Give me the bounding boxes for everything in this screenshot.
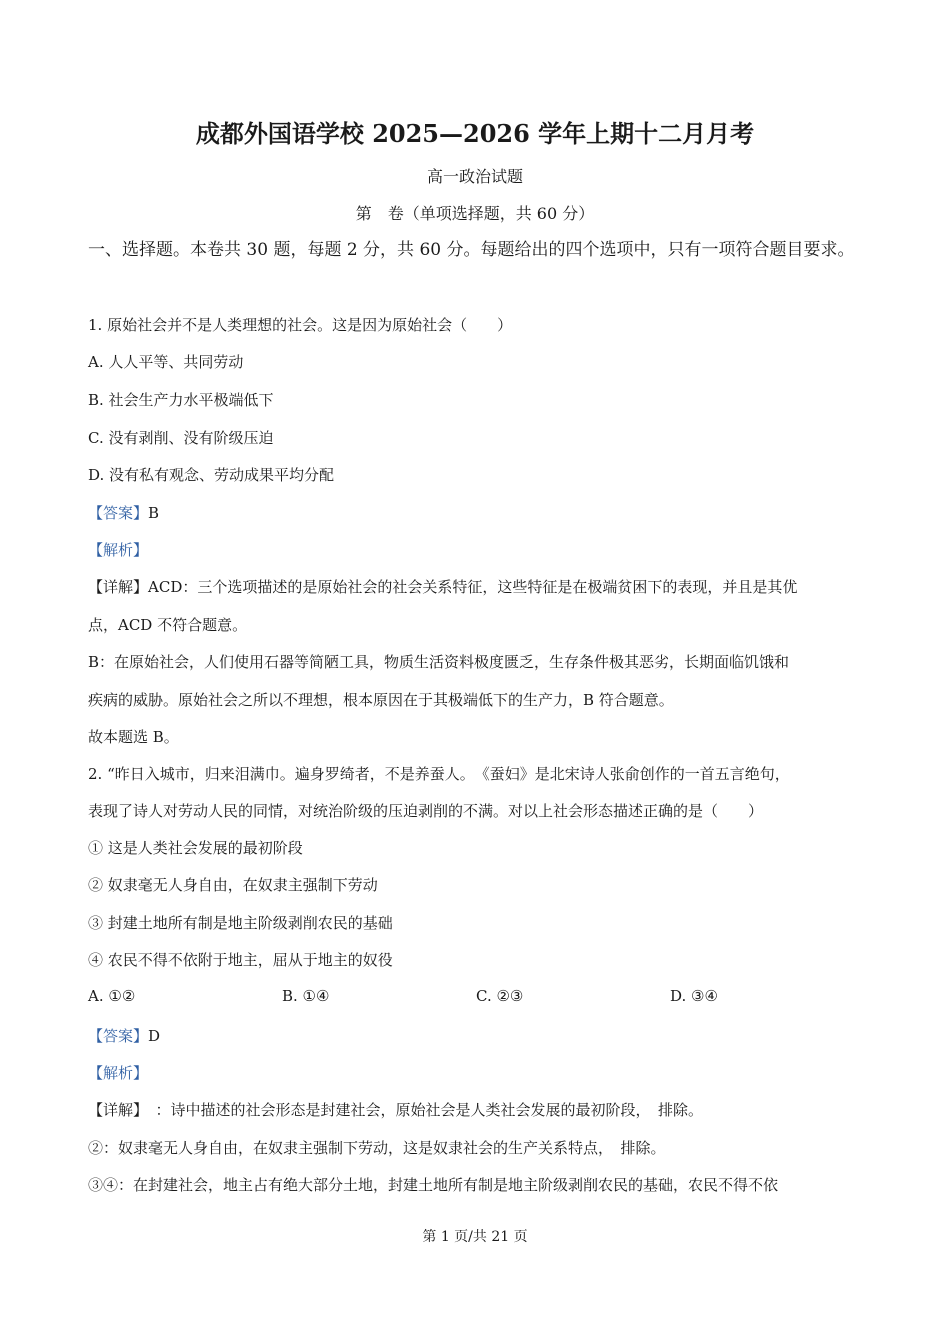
q1-answer	[88, 502, 159, 523]
q2-detail-line	[88, 1099, 703, 1120]
volume-heading: 第 卷（单项选择题，共 60 分）	[355, 204, 595, 223]
q1-option-c: C. 没有剥削、没有阶级压迫	[88, 429, 274, 447]
q2-option-a: A. ①②	[88, 987, 136, 1005]
q1-option-b: B. 社会生产力水平极端低下	[88, 391, 274, 409]
q2-analysis-label: 【解析】	[88, 1064, 149, 1082]
answer-value: D	[148, 1027, 161, 1045]
q1-detail-line: 点，ACD 不符合题意。	[88, 616, 248, 634]
q1-detail-line: B：在原始社会，人们使用石器等简陋工具，物质生活资料极度匮乏，生存条件极其恶劣，长期面临饥饿和	[88, 653, 790, 671]
q2-option-d: D. ③④	[670, 987, 718, 1005]
q2-statement-2: ② 奴隶毫无人身自由，在奴隶主强制下劳动	[88, 876, 378, 894]
page-number: 第 1 页/共 21 页	[422, 1229, 528, 1245]
q1-detail-line	[88, 576, 797, 597]
exam-subject: 高一政治试题	[426, 167, 523, 186]
answer-label: 【答案】	[88, 504, 149, 522]
answer-value: B	[148, 504, 160, 522]
q2-answer	[88, 1025, 160, 1046]
detail-text: ACD：三个选项描述的是原始社会的社会关系特征，这些特征是在极端贫困下的表现，并且是其优	[148, 578, 798, 596]
q1-detail-line: 疾病的威胁。原始社会之所以不理想，根本原因在于其极端低下的生产力，B 符合题意。	[88, 691, 674, 709]
detail-text: ：诗中描述的社会形态是封建社会，原始社会是人类社会发展的最初阶段， 排除。	[140, 1101, 704, 1119]
page-title: 成都外国语学校 2025—2026 学年上期十二月月考	[195, 119, 755, 148]
q2-detail-line: ②：奴隶毫无人身自由，在奴隶主强制下劳动，这是奴隶社会的生产关系特点， 排除。	[88, 1139, 666, 1157]
q2-stem: 表现了诗人对劳动人民的同情，对统治阶级的压迫剥削的不满。对以上社会形态描述正确的是（ ）	[88, 802, 764, 820]
q1-conclusion: 故本题选 B。	[88, 728, 179, 746]
section-instructions: 一、选择题。本卷共 30 题，每题 2 分，共 60 分。每题给出的四个选项中，只有一项符合题目要求。	[88, 240, 855, 260]
q2-statement-3: ③ 封建土地所有制是地主阶级剥削农民的基础	[88, 914, 393, 932]
q1-option-a: A. 人人平等、共同劳动	[88, 353, 244, 371]
q2-statement-1: ① 这是人类社会发展的最初阶段	[88, 839, 303, 857]
q2-detail-line: ③④：在封建社会，地主占有绝大部分土地，封建土地所有制是地主阶级剥削农民的基础，农民不得不依	[88, 1176, 779, 1194]
detail-label: 【详解】	[88, 1101, 141, 1119]
detail-label: 【详解】	[88, 578, 149, 596]
answer-label: 【答案】	[88, 1027, 149, 1045]
q2-option-c: C. ②③	[476, 987, 524, 1005]
q1-option-d: D. 没有私有观念、劳动成果平均分配	[88, 466, 335, 484]
q2-stem: 2. “昨日入城市，归来泪满巾。遍身罗绮者，不是养蚕人。 《蚕妇》是北宋诗人张俞创作的一首五言绝句，	[88, 765, 790, 783]
q2-option-b: B. ①④	[282, 987, 330, 1005]
q1-stem: 1. 原始社会并不是人类理想的社会。这是因为原始社会（ ）	[88, 316, 513, 334]
q2-statement-4: ④ 农民不得不依附于地主，屈从于地主的奴役	[88, 951, 393, 969]
q1-analysis-label: 【解析】	[88, 541, 149, 559]
